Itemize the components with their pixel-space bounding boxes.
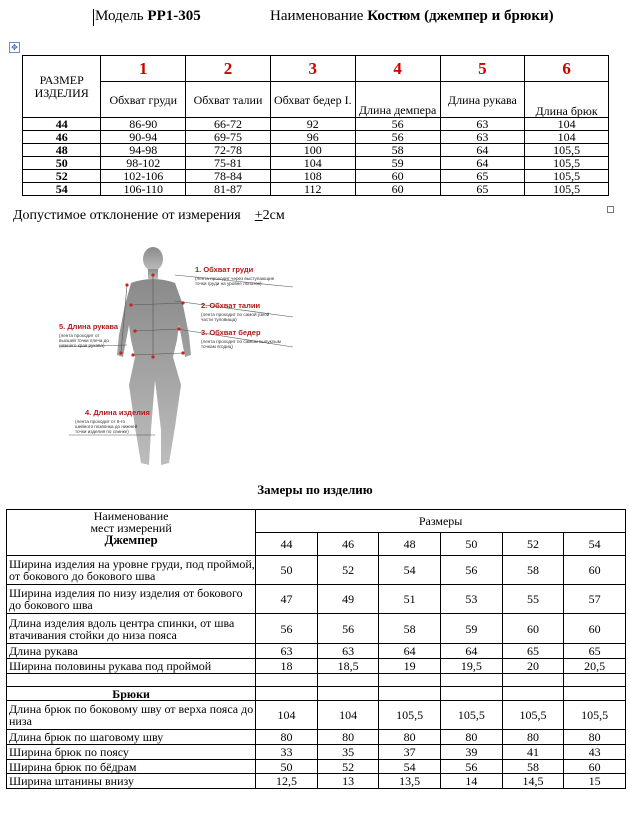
- measure-value: 14: [441, 774, 503, 789]
- measure-value: 52: [317, 760, 379, 774]
- measure-value: 63: [256, 644, 318, 659]
- table-row: [23, 144, 609, 157]
- value-cell: 65: [440, 183, 525, 196]
- tolerance-note: [13, 208, 285, 224]
- measure-name: Длина рукава: [7, 644, 256, 659]
- measure-value: 80: [256, 730, 318, 745]
- figure-label-sleeve: 5. Длина рукава: [59, 322, 119, 331]
- measure-value: 12,5: [256, 774, 318, 789]
- measure-value: 65: [502, 644, 564, 659]
- table-row: [7, 585, 626, 614]
- value-cell: 94-98: [101, 144, 186, 157]
- table-row: [7, 730, 626, 745]
- value-cell: 60: [355, 170, 440, 183]
- measure-value: 105,5: [379, 701, 441, 730]
- measure-value: 18: [256, 659, 318, 674]
- col-label: Длина брюк: [525, 82, 609, 118]
- measure-value: 51: [379, 585, 441, 614]
- measure-value: 54: [379, 556, 441, 585]
- measure-value: 105,5: [441, 701, 503, 730]
- figure-label-length: 4. Длина изделия: [85, 408, 150, 417]
- table-row: [7, 745, 626, 760]
- table-row: [7, 701, 626, 730]
- table-resize-handle[interactable]: [607, 206, 614, 213]
- measure-value: 13,5: [379, 774, 441, 789]
- value-cell: 63: [440, 118, 525, 131]
- table-row: [23, 183, 609, 196]
- tolerance-plus-minus: +: [254, 208, 263, 223]
- measure-name: Ширина половины рукава под проймой: [7, 659, 256, 674]
- measure-value: 64: [441, 644, 503, 659]
- table-row: [7, 556, 626, 585]
- col-label: Обхват бедер I.: [270, 82, 355, 118]
- measure-name: Длина изделия вдоль центра спинки, от шва втачивания стойки до низа пояса: [7, 614, 256, 644]
- empty-row: [7, 674, 626, 687]
- name-heading: [270, 8, 554, 25]
- measure-header-sizes: Размеры: [256, 510, 626, 533]
- measure-value: 13: [317, 774, 379, 789]
- measure-header-name: [7, 510, 256, 556]
- measure-value: 56: [317, 614, 379, 644]
- measure-value: 37: [379, 745, 441, 760]
- col-num: 4: [355, 56, 440, 82]
- table-row: [7, 659, 626, 674]
- value-cell: 105,5: [525, 170, 609, 183]
- measure-value: 59: [441, 614, 503, 644]
- value-cell: 106-110: [101, 183, 186, 196]
- pants-section-title: Брюки: [7, 687, 256, 701]
- table-row: [23, 157, 609, 170]
- measure-value: 80: [564, 730, 626, 745]
- measure-value: 63: [317, 644, 379, 659]
- body-silhouette-icon: [55, 245, 315, 470]
- value-cell: 58: [355, 144, 440, 157]
- value-cell: 78-84: [186, 170, 271, 183]
- measure-value: 20,5: [564, 659, 626, 674]
- measure-value: 49: [317, 585, 379, 614]
- figure-label-waist: 2. Обхват талии: [201, 301, 261, 310]
- table-row: [7, 760, 626, 774]
- value-cell: 102-106: [101, 170, 186, 183]
- measure-name: Ширина брюк по бёдрам: [7, 760, 256, 774]
- col-num: 5: [440, 56, 525, 82]
- measure-value: 64: [379, 644, 441, 659]
- table-row: [7, 614, 626, 644]
- figure-note-hips: (лента проходит по самым выпуклым точкам ягодиц): [201, 339, 281, 349]
- table-row: [7, 644, 626, 659]
- measure-value: 104: [317, 701, 379, 730]
- measure-value: 33: [256, 745, 318, 760]
- model-label: Модель: [95, 8, 144, 24]
- measure-value: 58: [502, 760, 564, 774]
- jumper-section-title: Джемпер: [104, 532, 158, 547]
- value-cell: 66-72: [186, 118, 271, 131]
- value-cell: 104: [525, 131, 609, 144]
- measure-value: 43: [564, 745, 626, 760]
- measure-value: 65: [564, 644, 626, 659]
- tolerance-value: 2см: [262, 208, 285, 223]
- value-cell: 104: [270, 157, 355, 170]
- figure-label-chest: 1. Обхват груди: [195, 265, 254, 274]
- measure-value: 19: [379, 659, 441, 674]
- measure-name: Ширина брюк по поясу: [7, 745, 256, 760]
- size-col-header: 52: [502, 533, 564, 556]
- value-cell: 64: [440, 157, 525, 170]
- col-label: Длина рукава: [440, 82, 525, 118]
- measure-value: 54: [379, 760, 441, 774]
- size-col-header: 50: [441, 533, 503, 556]
- measure-value: 56: [441, 760, 503, 774]
- measure-value: 60: [502, 614, 564, 644]
- figure-note-chest: (лента проходит через выступающие точки груди на уровне лопаток): [195, 276, 275, 286]
- measure-value: 80: [379, 730, 441, 745]
- value-cell: 63: [440, 131, 525, 144]
- measure-value: 39: [441, 745, 503, 760]
- size-col-header: 48: [379, 533, 441, 556]
- size-cell: 48: [23, 144, 101, 157]
- col-num: 1: [101, 56, 186, 82]
- value-cell: 75-81: [186, 157, 271, 170]
- name-label: Наименование: [270, 8, 364, 24]
- measurement-figure: [55, 245, 315, 470]
- col-label: Длина демпера: [355, 82, 440, 118]
- value-cell: 60: [355, 183, 440, 196]
- value-cell: 108: [270, 170, 355, 183]
- measure-value: 14,5: [502, 774, 564, 789]
- size-header: РАЗМЕР ИЗДЕЛИЯ: [23, 56, 101, 118]
- col-label: Обхват груди: [101, 82, 186, 118]
- measure-name: Длина брюк по шаговому шву: [7, 730, 256, 745]
- measure-value: 19,5: [441, 659, 503, 674]
- size-cell: 44: [23, 118, 101, 131]
- value-cell: 86-90: [101, 118, 186, 131]
- value-cell: 112: [270, 183, 355, 196]
- size-table: [22, 55, 609, 196]
- measure-value: 18,5: [317, 659, 379, 674]
- size-cell: 54: [23, 183, 101, 196]
- measure-value: 105,5: [564, 701, 626, 730]
- measure-value: 50: [256, 760, 318, 774]
- value-cell: 96: [270, 131, 355, 144]
- col-label: Обхват талии: [186, 82, 271, 118]
- table-row: [23, 131, 609, 144]
- value-cell: 100: [270, 144, 355, 157]
- measure-value: 60: [564, 614, 626, 644]
- value-cell: 65: [440, 170, 525, 183]
- measure-value: 60: [564, 556, 626, 585]
- model-code: PP1-305: [147, 8, 201, 24]
- measure-value: 41: [502, 745, 564, 760]
- figure-note-sleeve: (лента проходит от высшей точки плеча до нижнего края рукава): [59, 333, 109, 348]
- measure-value: 56: [256, 614, 318, 644]
- size-cell: 46: [23, 131, 101, 144]
- measure-name: Ширина изделия на уровне груди, под проймой, от бокового до бокового шва: [7, 556, 256, 585]
- value-cell: 105,5: [525, 144, 609, 157]
- value-cell: 56: [355, 118, 440, 131]
- measure-value: 53: [441, 585, 503, 614]
- measure-header-name-text: Наименование мест измерений: [90, 509, 172, 535]
- measure-value: 35: [317, 745, 379, 760]
- value-cell: 105,5: [525, 157, 609, 170]
- measure-section-title: Замеры по изделию: [257, 482, 373, 497]
- measure-value: 56: [441, 556, 503, 585]
- measure-value: 104: [256, 701, 318, 730]
- tolerance-text: Допустимое отклонение от измерения: [13, 208, 241, 223]
- table-row: [23, 118, 609, 131]
- col-num: 2: [186, 56, 271, 82]
- measure-value: 15: [564, 774, 626, 789]
- value-cell: 104: [525, 118, 609, 131]
- value-cell: 90-94: [101, 131, 186, 144]
- value-cell: 56: [355, 131, 440, 144]
- figure-note-length: (лента проходит от 6-го шейного позвонка до нижней точки изделия по спинке): [75, 419, 138, 434]
- size-col-header: 54: [564, 533, 626, 556]
- size-col-header: 46: [317, 533, 379, 556]
- measure-value: 50: [256, 556, 318, 585]
- text-cursor: [93, 9, 94, 26]
- figure-label-hips: 3. Обхват бедер: [201, 328, 261, 337]
- size-col-header: 44: [256, 533, 318, 556]
- measure-value: 20: [502, 659, 564, 674]
- size-cell: 52: [23, 170, 101, 183]
- measure-value: 80: [317, 730, 379, 745]
- name-value: Костюм (джемпер и брюки): [367, 8, 554, 24]
- col-num: 3: [270, 56, 355, 82]
- measure-value: 105,5: [502, 701, 564, 730]
- table-move-handle-icon[interactable]: ✥: [9, 42, 20, 53]
- table-row: [23, 170, 609, 183]
- value-cell: 69-75: [186, 131, 271, 144]
- table-row: [7, 774, 626, 789]
- measure-value: 55: [502, 585, 564, 614]
- measure-value: 60: [564, 760, 626, 774]
- size-cell: 50: [23, 157, 101, 170]
- measure-name: Длина брюк по боковому шву от верха пояса до низа: [7, 701, 256, 730]
- col-num: 6: [525, 56, 609, 82]
- measure-value: 52: [317, 556, 379, 585]
- value-cell: 81-87: [186, 183, 271, 196]
- value-cell: 59: [355, 157, 440, 170]
- value-cell: 92: [270, 118, 355, 131]
- model-heading: [95, 8, 201, 25]
- measure-value: 57: [564, 585, 626, 614]
- measure-value: 47: [256, 585, 318, 614]
- value-cell: 105,5: [525, 183, 609, 196]
- measure-value: 58: [379, 614, 441, 644]
- measure-name: Ширина изделия по низу изделия от бокового до бокового шва: [7, 585, 256, 614]
- measure-value: 80: [441, 730, 503, 745]
- measure-value: 58: [502, 556, 564, 585]
- pants-section-row: [7, 687, 626, 701]
- value-cell: 64: [440, 144, 525, 157]
- measure-name: Ширина штанины внизу: [7, 774, 256, 789]
- value-cell: 72-78: [186, 144, 271, 157]
- measure-value: 80: [502, 730, 564, 745]
- figure-note-waist: (лента проходит по самой узкой части туловища): [201, 312, 270, 322]
- value-cell: 98-102: [101, 157, 186, 170]
- measure-table: [6, 509, 626, 789]
